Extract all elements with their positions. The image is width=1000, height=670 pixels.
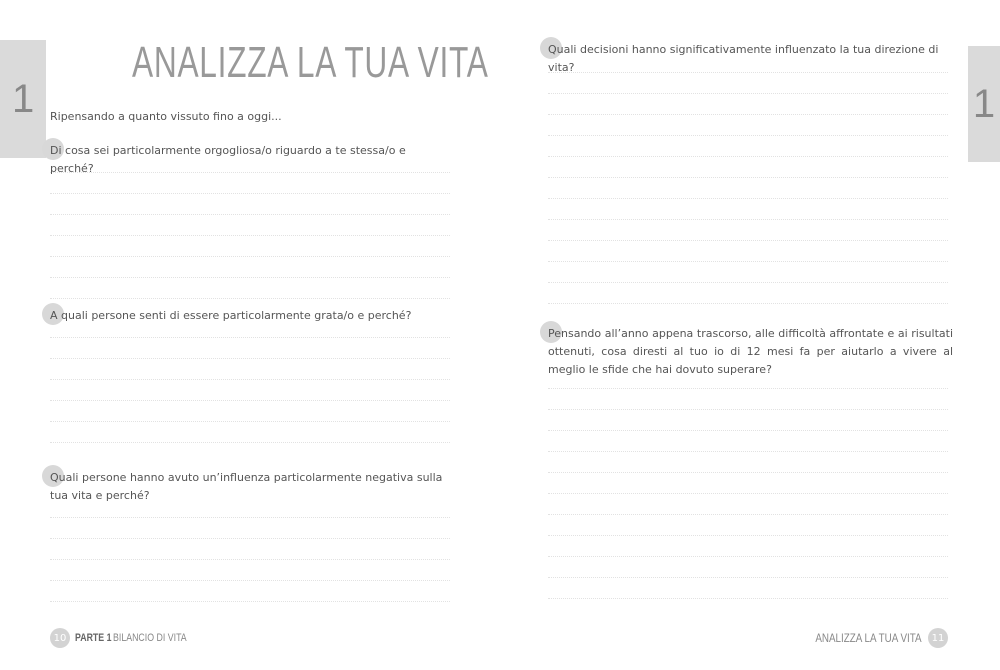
question-3 [50, 469, 455, 505]
footer-left [50, 628, 205, 648]
chapter-tab-right [968, 46, 1000, 162]
question-text: Quali persone hanno avuto un’influenza particolarmente negativa sulla tua vita e perché? [50, 471, 443, 502]
question-text: Quali decisioni hanno significativamente influenzato la tua direzione di vita? [548, 43, 939, 74]
answer-lines[interactable] [50, 172, 450, 302]
footer-section: BILANCIO DI VITA [112, 632, 187, 644]
question-text: Di cosa sei particolarmente orgogliosa/o riguardo a te stessa/o e perché? [50, 144, 406, 175]
chapter-tab-left [0, 40, 46, 158]
page-number: 11 [928, 628, 948, 648]
footer-part: PARTE 1 [75, 632, 112, 644]
answer-lines[interactable] [548, 388, 948, 608]
page-number: 10 [50, 628, 70, 648]
chapter-tab-number: 1 [12, 76, 35, 121]
page-title: ANALIZZA LA TUA VITA [132, 38, 489, 87]
answer-lines[interactable] [50, 517, 450, 607]
footer-right [792, 628, 948, 648]
answer-lines[interactable] [50, 337, 450, 467]
answer-lines[interactable] [548, 72, 948, 307]
question-2 [50, 307, 450, 325]
intro-text: Ripensando a quanto vissuto fino a oggi... [50, 110, 282, 123]
question-text: Pensando all’anno appena trascorso, alle difficoltà affrontate e ai risultati ottenuti, cosa diresti al tuo io di 12 mesi fa per aiutarlo a vivere al meglio le sfide che hai dovuto superare? [548, 327, 953, 376]
question-text: A quali persone senti di essere particolarmente grata/o e perché? [50, 309, 412, 322]
footer-running-title: ANALIZZA LA TUA VITA [815, 631, 922, 645]
chapter-tab-number: 1 [972, 81, 996, 126]
question-5 [548, 325, 953, 379]
